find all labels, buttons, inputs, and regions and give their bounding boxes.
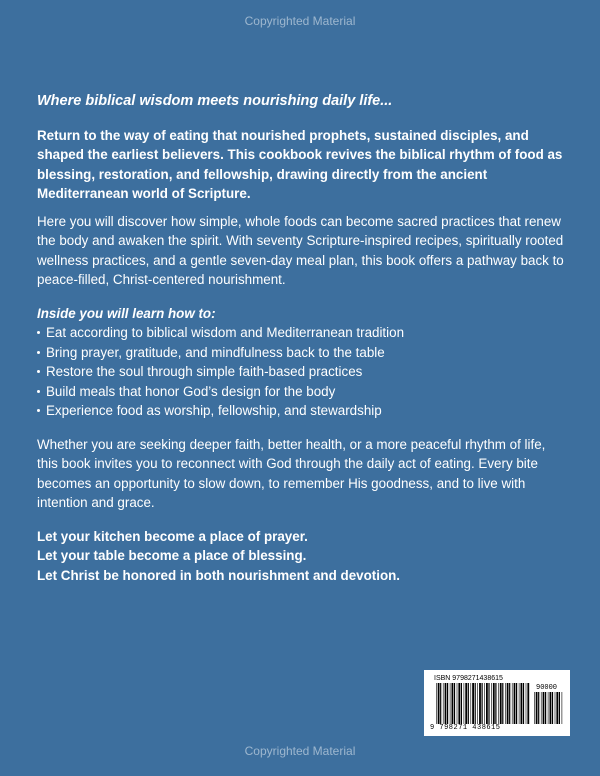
closing-line: Let your table become a place of blessing. — [37, 548, 307, 563]
description-paragraph: Here you will discover how simple, whole foods can become sacred practices that renew the body and awaken the spirit. With seventy Scripture-inspired recipes, spiritually rooted wellness practices, and a gentle seven-day meal plan, this book offers a pathway back to peace-filled, Christ-centered nourishment. — [37, 213, 564, 287]
barcode-bars-icon — [436, 683, 530, 724]
closing-description: Whether you are seeking deeper faith, better health, or a more peaceful rhythm of life, this book invites you to reconnect with God through the daily act of eating. Every bite becomes an opportunity to slow down, to remember His goodness, and to live with intention and grace. — [37, 436, 546, 510]
watermark-top: Copyrighted Material — [244, 14, 356, 28]
list-item: Build meals that honor God’s design for the body — [37, 382, 567, 402]
tagline: Where biblical wisdom meets nourishing daily life... — [37, 93, 393, 109]
isbn-label: ISBN 9798271438615 — [434, 675, 503, 682]
price-code: 90000 — [536, 684, 558, 692]
isbn-barcode — [424, 670, 570, 736]
closing-line: Let your kitchen become a place of prayer. — [37, 528, 308, 544]
watermark-bottom: Copyrighted Material — [244, 744, 356, 758]
learn-heading: Inside you will learn how to: — [37, 305, 216, 321]
closing-line: Let Christ be honored in both nourishment and devotion. — [37, 567, 401, 583]
closing-lines — [37, 527, 567, 586]
intro-paragraph: Return to the way of eating that nourished prophets, sustained disciples, and shaped the earliest believers. This cookbook revives the biblical rhythm of food as blessing, restoration, and fellowship, drawing directly from the ancient Mediterranean world of Scripture. — [37, 127, 563, 201]
list-item: Restore the soul through simple faith-based practices — [37, 362, 567, 382]
back-cover-text — [37, 92, 567, 585]
list-item: Bring prayer, gratitude, and mindfulness back to the table — [37, 343, 567, 363]
learn-list — [37, 323, 567, 421]
list-item: Experience food as worship, fellowship, and stewardship — [37, 401, 567, 421]
addon-barcode-icon — [534, 692, 564, 724]
list-item: Eat according to biblical wisdom and Mediterranean tradition — [37, 323, 567, 343]
barcode-digits: 9 798271 438615 — [430, 724, 501, 732]
